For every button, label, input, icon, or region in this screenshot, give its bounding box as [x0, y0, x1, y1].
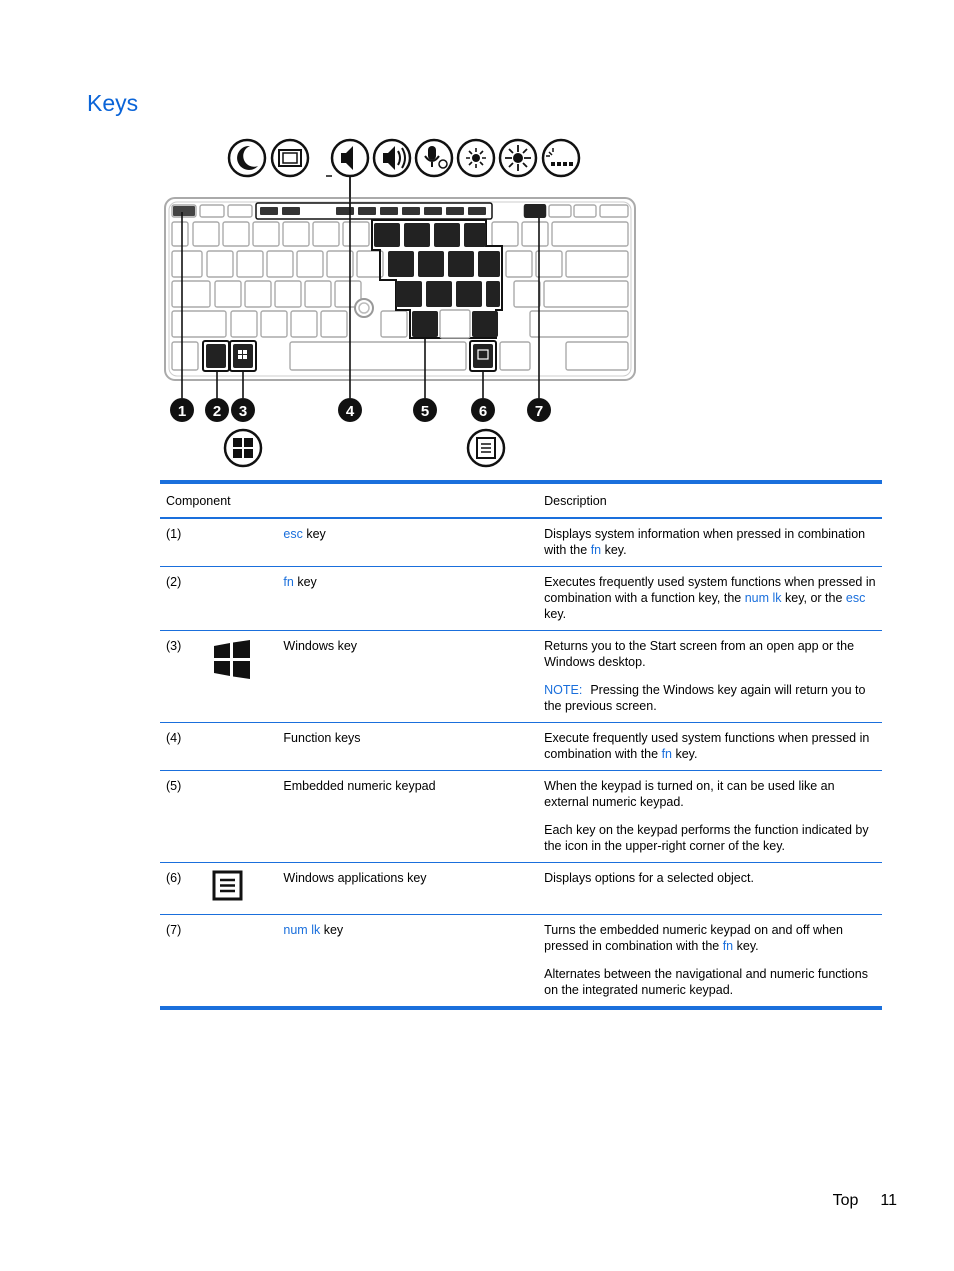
- row-number: (5): [166, 779, 182, 793]
- sleep-icon: [229, 140, 265, 176]
- windows-logo-icon: [212, 638, 252, 680]
- key-link[interactable]: num lk: [744, 591, 782, 605]
- windows-logo-icon: [225, 430, 261, 466]
- row-number: (3): [166, 639, 182, 653]
- component-label: key: [320, 923, 344, 937]
- description-text: Each key on the keypad performs the function indicated by the icon in the upper-right corner of the key.: [544, 823, 869, 853]
- num-lk-key: [524, 204, 546, 218]
- description-paragraph: [544, 922, 876, 954]
- row-number: (6): [166, 871, 182, 885]
- component-description: [538, 915, 882, 1009]
- callout-6: 6: [478, 403, 488, 420]
- app-key: [473, 344, 493, 368]
- component-label: Windows key: [283, 639, 358, 653]
- description-paragraph: [544, 638, 876, 670]
- description-paragraph: [544, 778, 876, 810]
- key-link[interactable]: num lk: [283, 923, 321, 937]
- component-name: [277, 567, 538, 631]
- description-text: When the keypad is turned on, it can be used like an external numeric keypad.: [544, 779, 835, 809]
- description-paragraph: [544, 574, 876, 622]
- description-text: Returns you to the Start screen from an open app or the Windows desktop.: [544, 639, 855, 669]
- component-description: [538, 863, 882, 915]
- description-text: Execute frequently used system functions when pressed in combination with the: [544, 731, 870, 761]
- row-icon-cell: [206, 915, 278, 1009]
- table-row: [160, 567, 882, 631]
- row-icon-cell: [206, 518, 278, 567]
- description-paragraph: [544, 682, 876, 714]
- component-description: [538, 723, 882, 771]
- row-icon-cell: [206, 771, 278, 863]
- table-row: [160, 631, 882, 723]
- callout-4: 4: [345, 403, 355, 420]
- component-label: key: [302, 527, 326, 541]
- description-text: key, or the: [781, 591, 846, 605]
- table-row: [160, 771, 882, 863]
- row-number: (2): [166, 575, 182, 589]
- callout-3: 3: [238, 403, 248, 420]
- description-text: Displays options for a selected object.: [544, 871, 754, 885]
- footer-label: Top: [832, 1192, 859, 1209]
- component-label: key: [293, 575, 317, 589]
- key-link[interactable]: fn: [661, 747, 672, 761]
- page-footer: [833, 1192, 897, 1210]
- table-row: [160, 723, 882, 771]
- note-label: NOTE:: [544, 683, 583, 697]
- key-link[interactable]: esc: [283, 527, 303, 541]
- description-paragraph: [544, 822, 876, 854]
- description-text: Turns the embedded numeric keypad on and off when pressed in combination with the: [544, 923, 843, 953]
- page-number: 11: [880, 1192, 897, 1209]
- description-text: Displays system information when pressed in combination with the: [544, 527, 866, 557]
- keyboard-figure: [160, 132, 650, 472]
- fn-key: [206, 344, 226, 368]
- component-name: [277, 915, 538, 1009]
- column-header-description: Description: [544, 494, 607, 508]
- column-header-component: Component: [166, 494, 231, 508]
- windows-applications-icon: [212, 870, 244, 902]
- row-number: (7): [166, 923, 182, 937]
- description-text: key.: [672, 747, 698, 761]
- description-paragraph: [544, 966, 876, 998]
- component-name: [277, 863, 538, 915]
- component-description: [538, 567, 882, 631]
- callout-5: 5: [420, 403, 430, 420]
- description-text: key.: [733, 939, 759, 953]
- row-number: (4): [166, 731, 182, 745]
- row-number: (1): [166, 527, 182, 541]
- row-icon-cell: [206, 567, 278, 631]
- row-icon-cell: [206, 723, 278, 771]
- component-name: [277, 723, 538, 771]
- table-row: [160, 915, 882, 1009]
- description-paragraph: [544, 730, 876, 762]
- description-text: key.: [544, 607, 567, 621]
- component-name: [277, 631, 538, 723]
- row-icon-cell: [206, 863, 278, 915]
- component-name: [277, 518, 538, 567]
- callout-2: 2: [212, 403, 222, 420]
- component-label: Embedded numeric keypad: [283, 779, 436, 793]
- component-description: [538, 771, 882, 863]
- callout-7: 7: [534, 403, 544, 420]
- description-text: Pressing the Windows key again will return you to the previous screen.: [544, 683, 866, 713]
- description-text: Executes frequently used system functions when pressed in combination with a function key, the: [544, 575, 876, 605]
- display-switch-icon: [272, 140, 308, 176]
- key-link[interactable]: esc: [845, 591, 866, 605]
- component-table: [160, 480, 882, 1010]
- table-row: [160, 518, 882, 567]
- description-paragraph: [544, 526, 876, 558]
- key-link[interactable]: fn: [283, 575, 294, 589]
- page-title: Keys: [87, 90, 139, 116]
- key-link[interactable]: fn: [722, 939, 734, 953]
- key-link[interactable]: fn: [590, 543, 602, 557]
- keyboard-backlight-icon: [543, 140, 579, 176]
- row-icon-cell: [206, 631, 278, 723]
- table-row: [160, 863, 882, 915]
- component-description: [538, 631, 882, 723]
- callout-1: 1: [177, 403, 187, 420]
- component-label: Windows applications key: [283, 871, 427, 885]
- description-text: Alternates between the navigational and numeric functions on the integrated numeric keypad.: [544, 967, 868, 997]
- table-header-row: [160, 482, 882, 518]
- description-text: key.: [601, 543, 627, 557]
- component-name: [277, 771, 538, 863]
- keyboard-diagram: [160, 132, 650, 472]
- component-label: Function keys: [283, 731, 361, 745]
- component-description: [538, 518, 882, 567]
- description-paragraph: [544, 870, 876, 886]
